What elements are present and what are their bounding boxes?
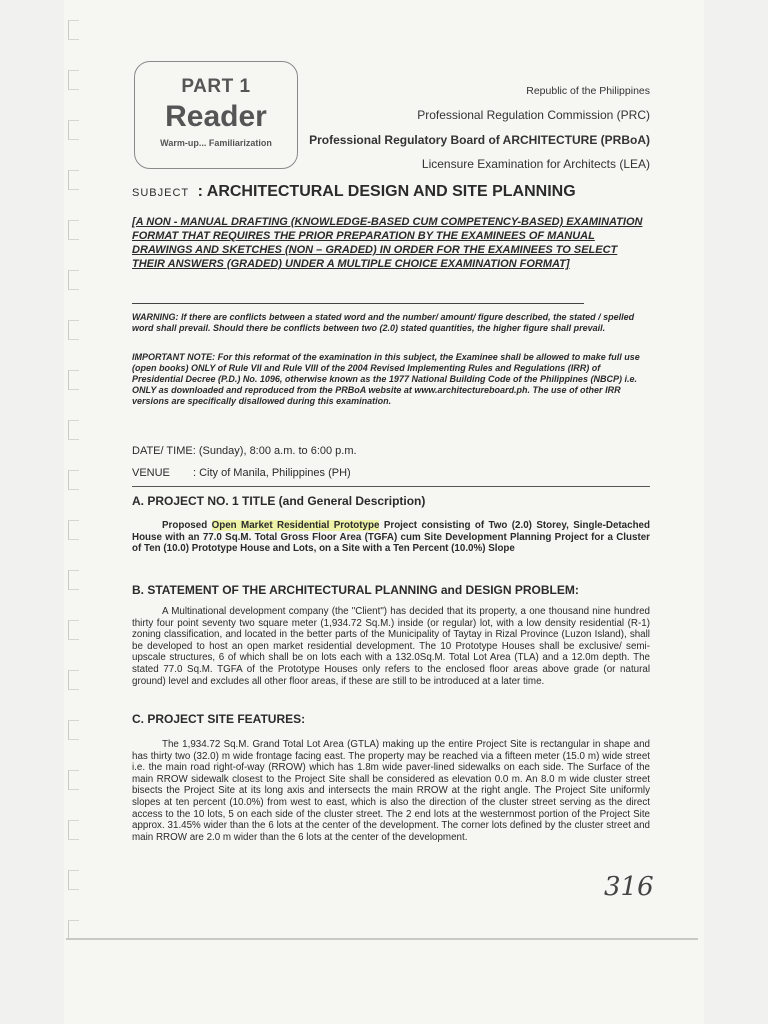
reader-part: PART 1 [181,76,251,97]
binder-hole [68,820,79,840]
section-b-heading: B. STATEMENT OF THE ARCHITECTURAL PLANNING and DESIGN PROBLEM: [132,583,579,597]
date-time: DATE/ TIME: (Sunday), 8:00 a.m. to 6:00 p.m. [132,445,357,457]
divider [132,486,650,487]
section-a-text-pre: Proposed [162,520,212,531]
binder-hole [68,370,79,390]
binder-hole [68,620,79,640]
subject-label: SUBJECT [132,187,190,199]
binder-hole [68,720,79,740]
reader-subtitle: Warm-up... Familiarization [160,138,272,148]
binder-holes [68,10,82,970]
section-a-text-post: Project consisting of Two (2.0) Storey, Single-Detached House with an 77.0 Sq.M. Total Gross Floor Area (TGFA) cum Site Development Planning Project for a Cluster of Ten (10.0) Prototype House and Lots, on a Site with a Ten Percent (10.0%) Slope [132,520,650,555]
venue-line [132,466,650,480]
section-c-heading: C. PROJECT SITE FEATURES: [132,712,306,726]
binder-hole [68,570,79,590]
important-note: IMPORTANT NOTE: For this reformat of the examination in this subject, the Examinee shall be allowed to make full use (open books) ONLY of Rule VII and Rule VIII of the 2004 Revised Implementing Rules and Regulations (IRR) of Presidential Decree (P.D.) No. 1096, otherwise known as the 1977 National Building Code of the Philippines (NBCP) i.e. ONLY as downloaded and reproduced from the PRBoA website at www.architectureboard.ph. The use of other IRR versions are specifically disallowed during this examination. [132,352,640,406]
subject-title: : ARCHITECTURAL DESIGN AND SITE PLANNING [197,183,576,200]
venue-label: VENUE [132,467,170,479]
binder-hole [68,320,79,340]
binder-hole [68,920,79,940]
reader-title: Reader [165,100,267,133]
section-a-highlight: Open Market Residential Prototype [211,520,380,531]
binder-hole [68,770,79,790]
binder-hole [68,520,79,540]
header-lea: Licensure Examination for Architects (LEA) [421,157,650,171]
binder-hole [68,220,79,240]
binder-hole [68,270,79,290]
header-prc: Professional Regulation Commission (PRC) [417,108,650,122]
warning-text: WARNING: If there are conflicts between a stated word and the number/ amount/ figure described, the stated / spelled word shall prevail. Should there be conflicts between two (2.0) stated quantities, the higher figure shall prevail. [132,312,635,333]
binder-hole [68,870,79,890]
divider [132,303,584,304]
section-a-text [132,520,650,555]
page-bottom-line [66,938,698,940]
binder-hole [68,420,79,440]
section-b-text: A Multinational development company (the "Client") has decided that its property, a one thousand nine hundred thirty four point seventy two square meter (1,934.72 Sq.M.) inside (or regular) lot, with a low density residential (R-1) zoning classification, and located in the better parts of the Municipality of Taytay in Rizal Province (Luzon Island), shall be developed to host an open market residential development. The 10 Prototype Houses shall be exclusive/ semi-upscale structures, 6 of which shall be on lots each with a 132.0Sq.M. Total Lot Area (TLA) and a 12.0m depth. The stated 77.0 Sq.M. TGFA of the Prototype Houses only refers to the enclosed floor areas above grade (or natural ground) level and excludes all other floor areas, if these are still to be introduced at a later time. [132,606,650,687]
binder-hole [68,120,79,140]
reader-badge [134,61,298,169]
binder-hole [68,20,79,40]
binder-hole [68,470,79,490]
handwritten-page-number: 316 [604,872,654,902]
section-c-text: The 1,934.72 Sq.M. Grand Total Lot Area (GTLA) making up the entire Project Site is rectangular in shape and has thirty two (32.0) m wide frontage facing east. The property may be reached via a fifteen meter (15.0 m) wide street i.e. the main road right-of-way (RROW) which has 1.8m wide paver-lined sidewalks on each side. The Surface of the main RROW sidewalk closest to the Project Site shall be considered as elevation 0.0 m. An 8.0 m wide cluster street bisects the Project Site at its long axis and intersects the main RROW at the right angle. The Project Site uniformly slopes at ten percent (10.0%) from west to east, which is also the direction of the cluster street serving as the direct access to the 10 lots, 5 on each side of the cluster street. The 2 end lots at the westernmost portion of the Project Site approx. 31.45% wider than the 6 lots at the center of the development. The corner lots defined by the cluster street and main RROW are 2.0 m wider than the 6 lots at the center of the development. [132,739,650,843]
header-republic: Republic of the Philippines [526,85,650,97]
binder-hole [68,170,79,190]
binder-hole [68,670,79,690]
header-prboa: Professional Regulatory Board of ARCHITECTURE (PRBoA) [309,133,650,147]
subject-line [132,183,576,201]
exam-format-intro: [A NON - MANUAL DRAFTING (KNOWLEDGE-BASED CUM COMPETENCY-BASED) EXAMINATION FORMAT THAT REQUIRES THE PRIOR PREPARATION BY THE EXAMINEES OF MANUAL DRAWINGS AND SKETCHES (NON – GRADED) IN ORDER FOR THE EXAMINEES TO SELECT THEIR ANSWERS (GRADED) UNDER A MULTIPLE CHOICE EXAMINATION FORMAT] [132,216,643,270]
venue-value: : City of Manila, Philippines (PH) [192,467,351,479]
binder-hole [68,70,79,90]
section-a-heading: A. PROJECT NO. 1 TITLE (and General Description) [132,494,426,508]
